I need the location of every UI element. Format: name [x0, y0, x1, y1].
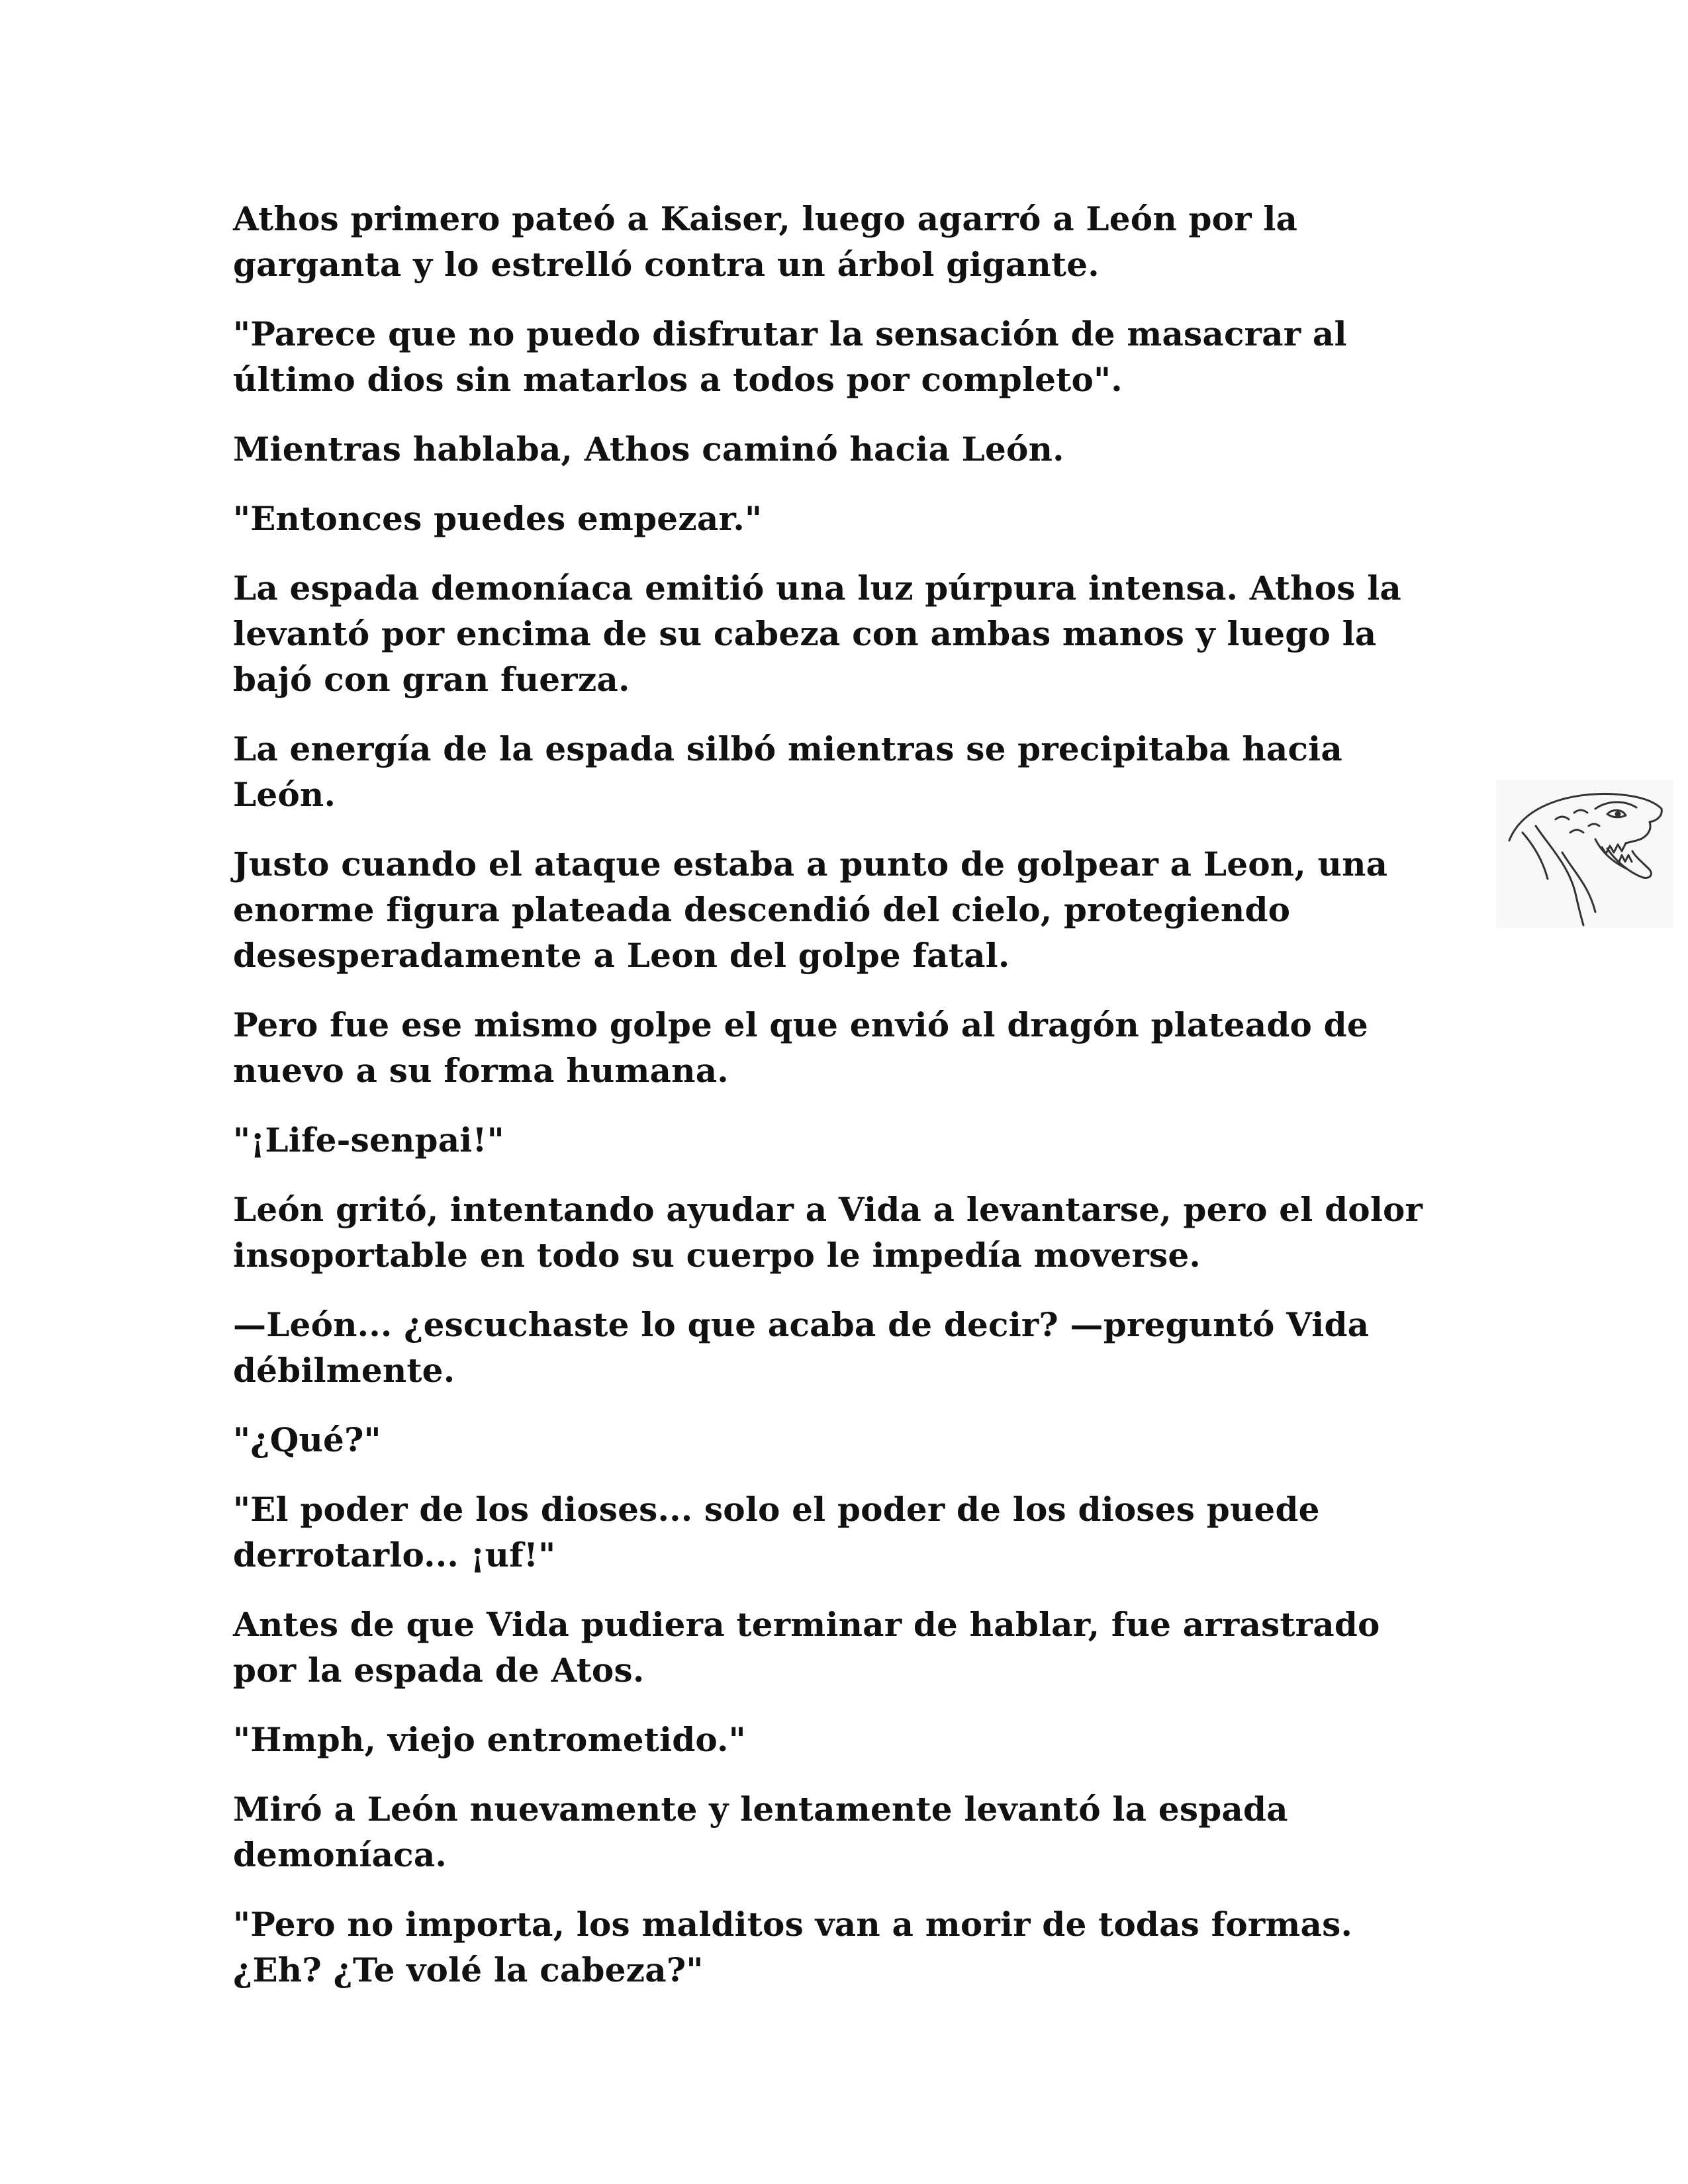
story-text — [233, 196, 1451, 2017]
paragraph-12: "¿Qué?" — [233, 1420, 381, 1459]
paragraph-8: Pero fue ese mismo golpe el que envió al dragón plateado de nuevo a su forma humana. — [233, 1005, 1368, 1090]
paragraph-11: —León... ¿escuchaste lo que acaba de decir? —preguntó Vida débilmente. — [233, 1305, 1370, 1390]
paragraph-3: Mientras hablaba, Athos caminó hacia León. — [233, 430, 1064, 469]
paragraph-9: "¡Life-senpai!" — [233, 1120, 504, 1160]
paragraph-17: "Pero no importa, los malditos van a morir de todas formas. ¿Eh? ¿Te volé la cabeza?" — [233, 1905, 1353, 1989]
paragraph-6: La energía de la espada silbó mientras se precipitaba hacia León. — [233, 729, 1342, 814]
paragraph-1: Athos primero pateó a Kaiser, luego agarró a León por la garganta y lo estrelló contra un árbol gigante. — [233, 199, 1298, 284]
paragraph-2: "Parece que no puedo disfrutar la sensación de masacrar al último dios sin matarlos a todos por completo". — [233, 314, 1347, 399]
paragraph-5: La espada demoníaca emitió una luz púrpura intensa. Athos la levantó por encima de su cabeza con ambas manos y luego la bajó con gran fuerza. — [233, 569, 1402, 699]
paragraph-13: "El poder de los dioses... solo el poder de los dioses puede derrotarlo... ¡uf!" — [233, 1490, 1320, 1574]
paragraph-4: "Entonces puedes empezar." — [233, 499, 763, 538]
paragraph-7: Justo cuando el ataque estaba a punto de golpear a Leon, una enorme figura plateada descendió del cielo, protegiendo desesperadamente a Leon del golpe fatal. — [233, 844, 1388, 975]
paragraph-14: Antes de que Vida pudiera terminar de hablar, fue arrastrado por la espada de Atos. — [233, 1605, 1380, 1690]
paragraph-15: "Hmph, viejo entrometido." — [233, 1720, 746, 1759]
paragraph-10: León gritó, intentando ayudar a Vida a levantarse, pero el dolor insoportable en todo su cuerpo le impedía moverse. — [233, 1190, 1423, 1275]
dinosaur-head-sketch-icon — [1496, 780, 1673, 928]
paragraph-16: Miró a León nuevamente y lentamente levantó la espada demoníaca. — [233, 1790, 1288, 1874]
